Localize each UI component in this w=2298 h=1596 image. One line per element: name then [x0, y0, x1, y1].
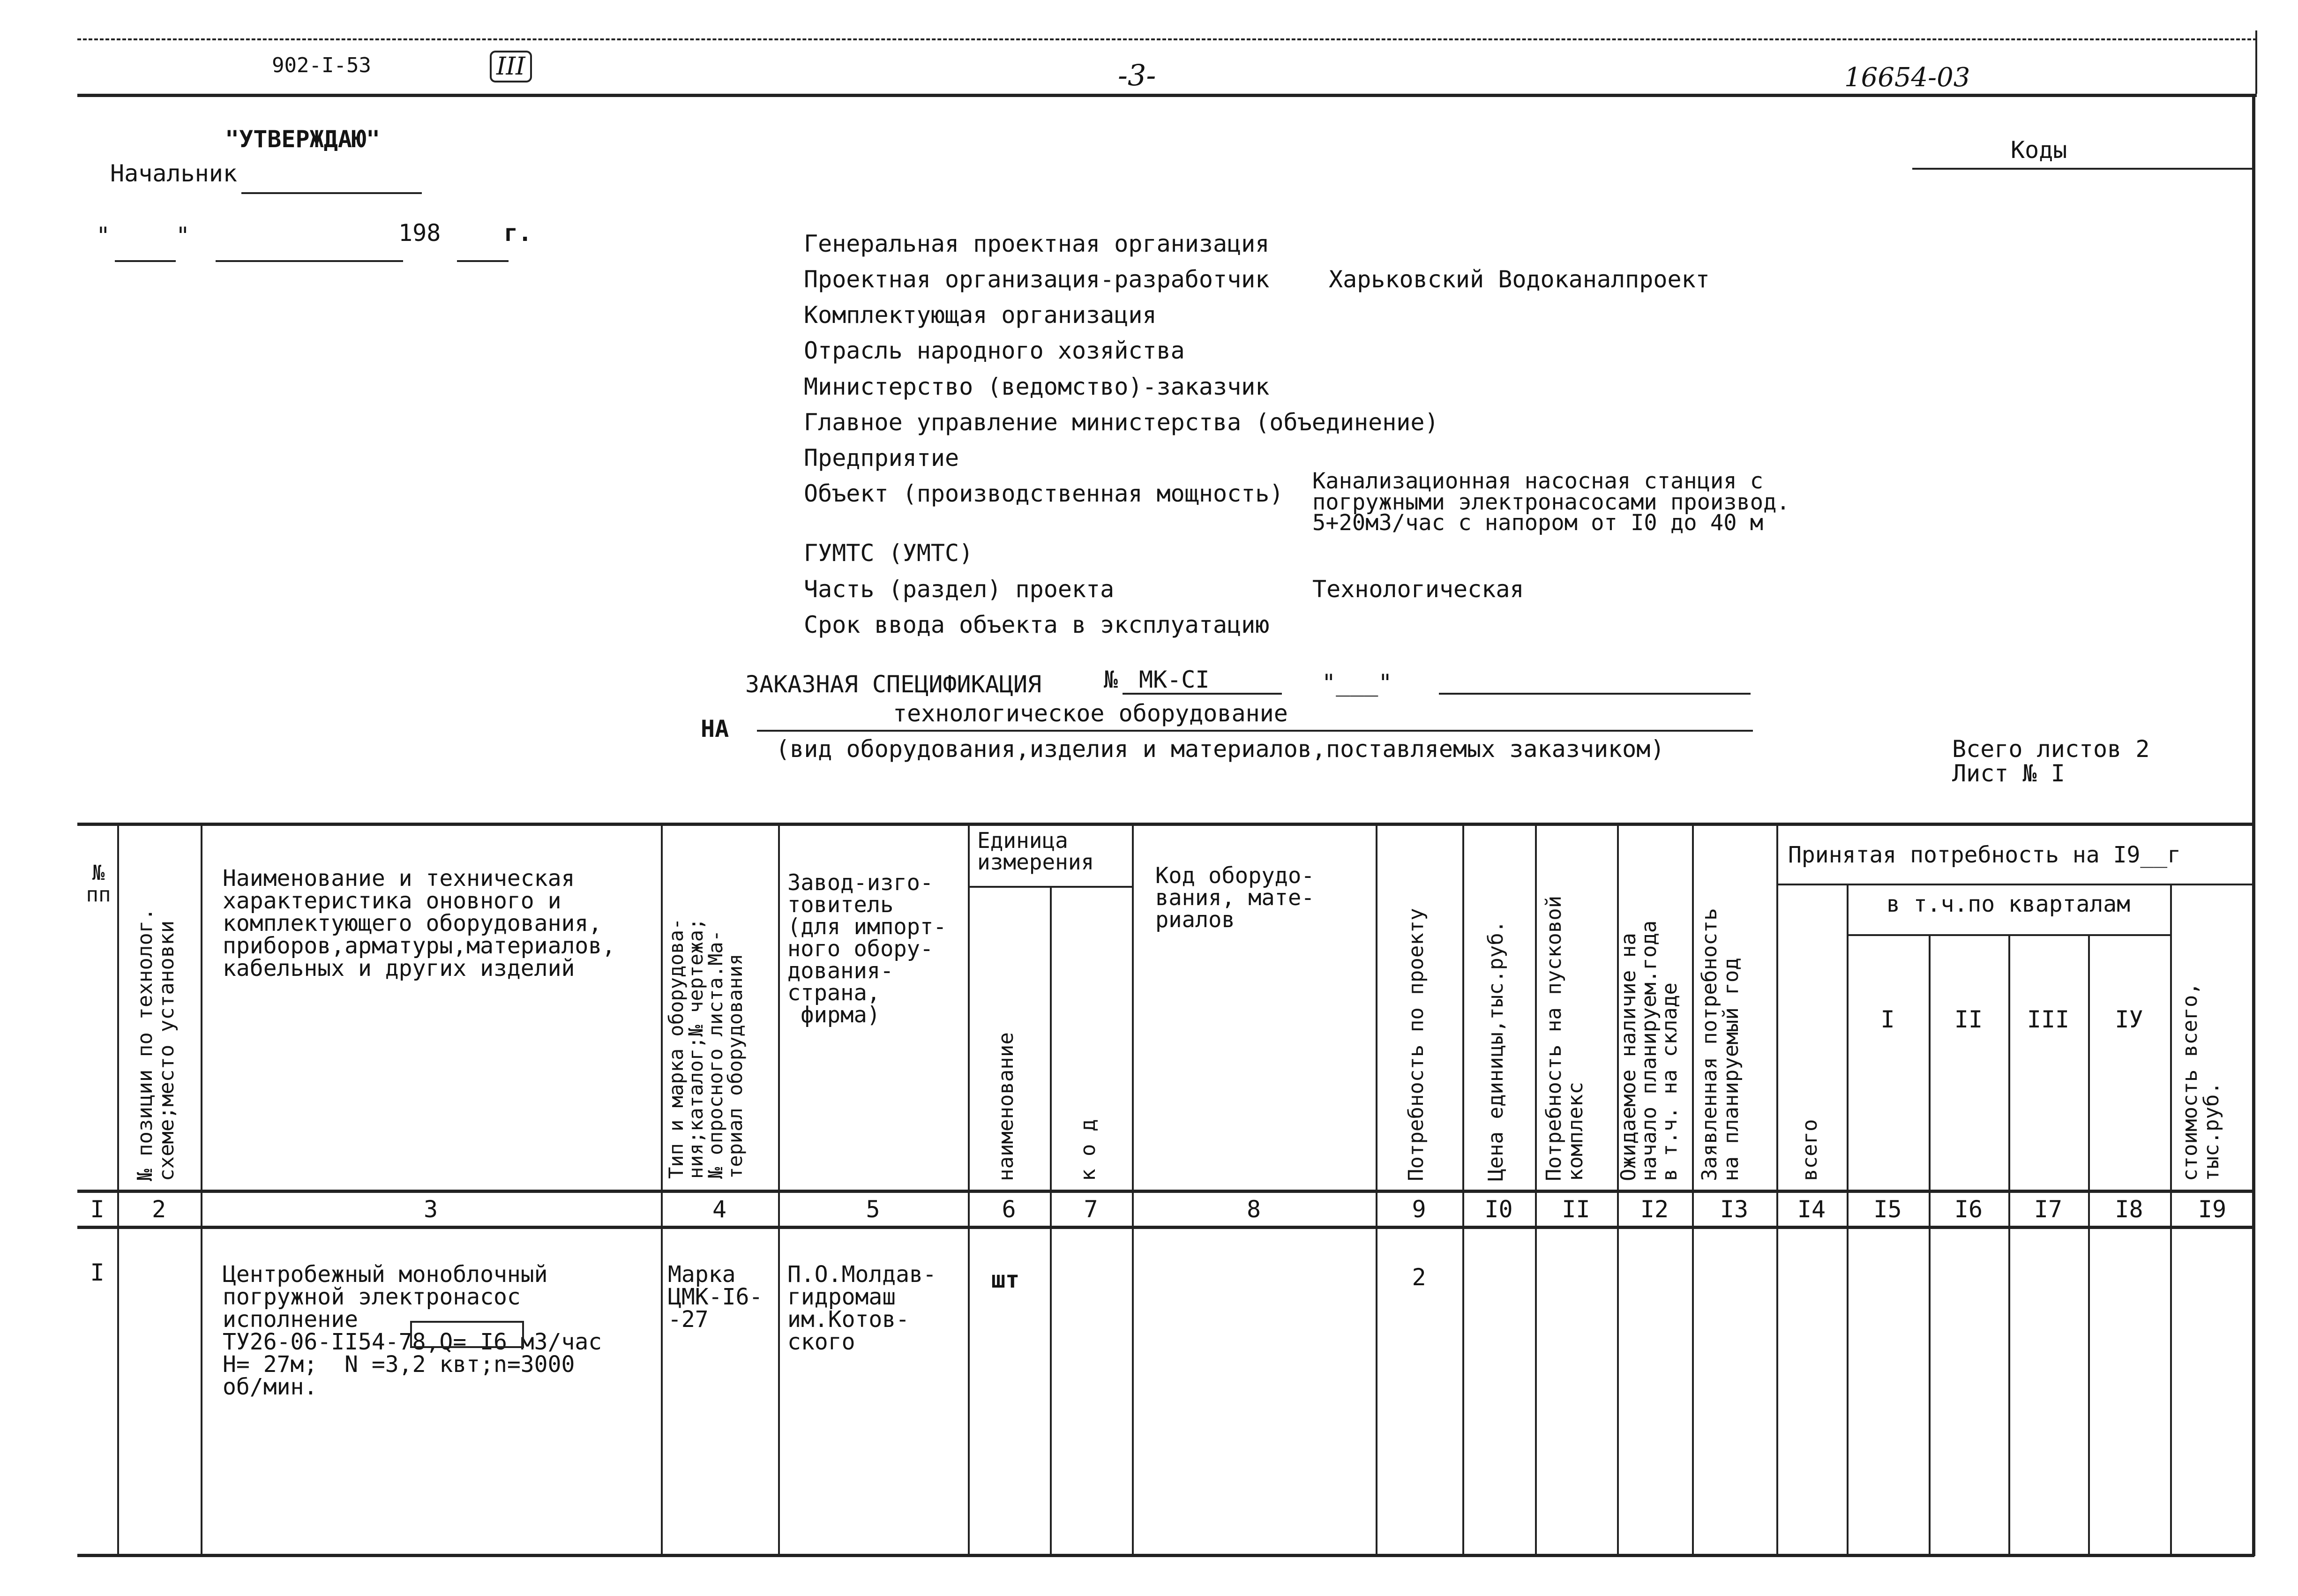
- approval-position: Начальник: [110, 160, 237, 187]
- day-line: [115, 260, 176, 262]
- column-divider: [1376, 823, 1377, 1554]
- column-divider: [1692, 823, 1694, 1554]
- signature-line: [241, 192, 422, 194]
- header-quarter-4: IУ: [2115, 1006, 2143, 1033]
- blank-execution-box: [410, 1321, 524, 1348]
- header-launch-need: [1543, 896, 1587, 1181]
- column-divider: [1462, 823, 1464, 1554]
- field-value: Технологическая: [1312, 576, 1524, 603]
- field-label: Объект (производственная мощность): [804, 480, 1284, 507]
- header-total: всего: [1798, 1119, 1822, 1181]
- sheets-total: Всего листов 2: [1952, 735, 2150, 763]
- field-label: Министерство (ведомство)-заказчик: [804, 373, 1270, 400]
- field-value: Харьковский Водоканалпроект: [1329, 266, 1710, 293]
- header-cost-total: [2179, 982, 2223, 1181]
- row-item-unit: шт: [991, 1266, 1020, 1293]
- archive-number: 16654-03: [1844, 62, 1970, 93]
- header-unit-name: наименование: [994, 1032, 1018, 1181]
- column-number: 7: [1084, 1196, 1098, 1223]
- sheet-number: Лист № I: [1952, 760, 2065, 787]
- header-launch-need-text: Потребность на пусковой комплекс: [1542, 895, 1588, 1181]
- spec-on-label: НА: [701, 715, 729, 742]
- header-quarter-3: III: [2027, 1006, 2070, 1033]
- header-quarter-2: II: [1954, 1006, 1983, 1033]
- top-right-edge: [2255, 30, 2257, 94]
- spec-subject-line: [757, 730, 1753, 732]
- header-quarters-group: в т.ч.по кварталам: [1886, 891, 2131, 917]
- column-number: I4: [1797, 1196, 1826, 1223]
- column-number: I3: [1720, 1196, 1749, 1223]
- field-label: Предприятие: [804, 444, 959, 472]
- field-label: Отрасль народного хозяйства: [804, 337, 1185, 364]
- spec-subject-caption: (вид оборудования,изделия и материалов,поставляемых заказчиком): [776, 735, 1665, 763]
- spec-title: ЗАКАЗНАЯ СПЕЦИФИКАЦИЯ: [745, 671, 1042, 698]
- field-label: Проектная организация-разработчик: [804, 266, 1270, 293]
- header-declared-need-text: Заявленная потребность на планируемый год: [1698, 908, 1744, 1181]
- spec-date-quotes: "___": [1322, 669, 1392, 697]
- column-divider: [117, 823, 119, 1554]
- header-unit-code: к о д: [1076, 1119, 1100, 1181]
- header-project-need: Потребность по проекту: [1404, 908, 1428, 1181]
- date-close-quote: ": [176, 222, 190, 249]
- spec-date-line: [1439, 693, 1664, 695]
- field-label: Комплектующая организация: [804, 301, 1157, 329]
- doc-number: 902-I-53: [272, 53, 371, 77]
- spec-subject: технологическое оборудование: [893, 700, 1288, 727]
- row-item-name: Центробежный моноблочный погружной электронасос исполнение ТУ26-06-II54-78,Q= I6 м3/час H= 27м; N =3,2 квт;n=3000 об/мин.: [223, 1261, 602, 1400]
- header-type-text: Тип и марка оборудова- ния;каталог;№ чертежа; № опросного листа.Ма- териал оборудования: [665, 918, 747, 1179]
- header-rule: [77, 94, 2257, 97]
- column-divider: [1535, 823, 1537, 1554]
- header-expected-stock: [1618, 921, 1680, 1181]
- column-number: 9: [1412, 1196, 1426, 1223]
- table-bottom-rule: [77, 1554, 2254, 1557]
- header-maker: Завод-изго- товитель (для импорт- ного обору- дования- страна, фирма): [787, 870, 947, 1028]
- spec-number-line: [1123, 693, 1282, 695]
- column-number: 5: [866, 1196, 880, 1223]
- column-number: 8: [1246, 1196, 1261, 1223]
- column-divider: [1132, 823, 1134, 1554]
- column-numbers-bottom-rule: [77, 1226, 2254, 1229]
- header-name: Наименование и техническая характеристика оновного и комплектующего оборудования, приборов,арматуры,материалов, кабельных и других изделий: [223, 865, 616, 982]
- header-type: [666, 918, 745, 1179]
- field-label: ГУМТС (УМТС): [804, 539, 973, 567]
- row-item-maker: П.О.Молдав- гидромаш им.Котов- ского: [787, 1261, 936, 1355]
- column-number: 2: [151, 1196, 166, 1223]
- volume-mark: III: [490, 51, 532, 82]
- row-item-type: Марка ЦМК-I6- -27: [668, 1261, 763, 1333]
- column-number: II: [1562, 1196, 1590, 1223]
- column-number: I0: [1484, 1196, 1513, 1223]
- approval-title: "УТВЕРЖДАЮ": [225, 126, 381, 153]
- field-label: Часть (раздел) проекта: [804, 576, 1115, 603]
- month-line: [216, 260, 403, 262]
- column-number: 3: [423, 1196, 438, 1223]
- header-declared-need: [1699, 908, 1742, 1181]
- row-item-quantity: 2: [1412, 1264, 1426, 1291]
- column-divider: [661, 823, 663, 1554]
- page-number: -3-: [1118, 58, 1156, 92]
- year-line: [457, 260, 509, 262]
- object-description: Канализационная насосная станция с погружными электронасосами производ. 5+20м3/час с напором от I0 до 40 м: [1312, 468, 1790, 536]
- header-expected-stock-text: Ожидаемое наличие на начало планируем.года в т.ч. на складе: [1617, 920, 1682, 1181]
- column-number: I: [90, 1196, 105, 1223]
- header-position: [135, 908, 178, 1181]
- header-position-text: № позиции по технолог. схеме;место установки: [133, 908, 179, 1181]
- header-unit-price: Цена единицы,тыс.руб.: [1484, 920, 1508, 1181]
- column-number: 4: [712, 1196, 727, 1223]
- header-accepted-group: Принятая потребность на I9__г: [1788, 842, 2181, 868]
- column-divider: [968, 823, 970, 1554]
- header-quarter-1: I: [1880, 1006, 1895, 1033]
- column-divider: [1776, 823, 1778, 1554]
- spec-number-prefix: №: [1104, 666, 1118, 693]
- header-row-number: № пп: [86, 861, 111, 907]
- field-label: Генеральная проектная организация: [804, 230, 1270, 257]
- column-number: I9: [2198, 1196, 2227, 1223]
- header-unit-group: Единица измерения: [977, 828, 1094, 875]
- column-number: I2: [1640, 1196, 1669, 1223]
- table-top-rule: [77, 823, 2254, 826]
- header-equipment-code: Код оборудо- вания, мате- риалов: [1155, 863, 1315, 933]
- field-label: Главное управление министерства (объединение): [804, 409, 1439, 436]
- column-divider: [201, 823, 202, 1554]
- column-number: 6: [1002, 1196, 1016, 1223]
- codes-label: Коды: [2011, 136, 2067, 164]
- approval-year: 198: [398, 219, 441, 247]
- column-numbers-top-rule: [77, 1190, 2254, 1193]
- spec-year-line: [1664, 693, 1751, 695]
- column-divider: [778, 823, 780, 1554]
- codes-line: [1912, 168, 2252, 170]
- header-cost-total-text: стоимость всего, тыс.руб.: [2178, 982, 2224, 1181]
- approval-year-suffix: г.: [504, 219, 532, 247]
- spec-number: МК-СI: [1139, 666, 1210, 693]
- column-number: I8: [2115, 1196, 2143, 1223]
- row-number: I: [90, 1259, 105, 1286]
- field-label: Срок ввода объекта в эксплуатацию: [804, 611, 1270, 638]
- column-number: I6: [1954, 1196, 1983, 1223]
- column-number: I7: [2034, 1196, 2063, 1223]
- column-number: I5: [1873, 1196, 1902, 1223]
- date-open-quote: ": [96, 222, 111, 249]
- top-dashed-rule: [77, 38, 2257, 40]
